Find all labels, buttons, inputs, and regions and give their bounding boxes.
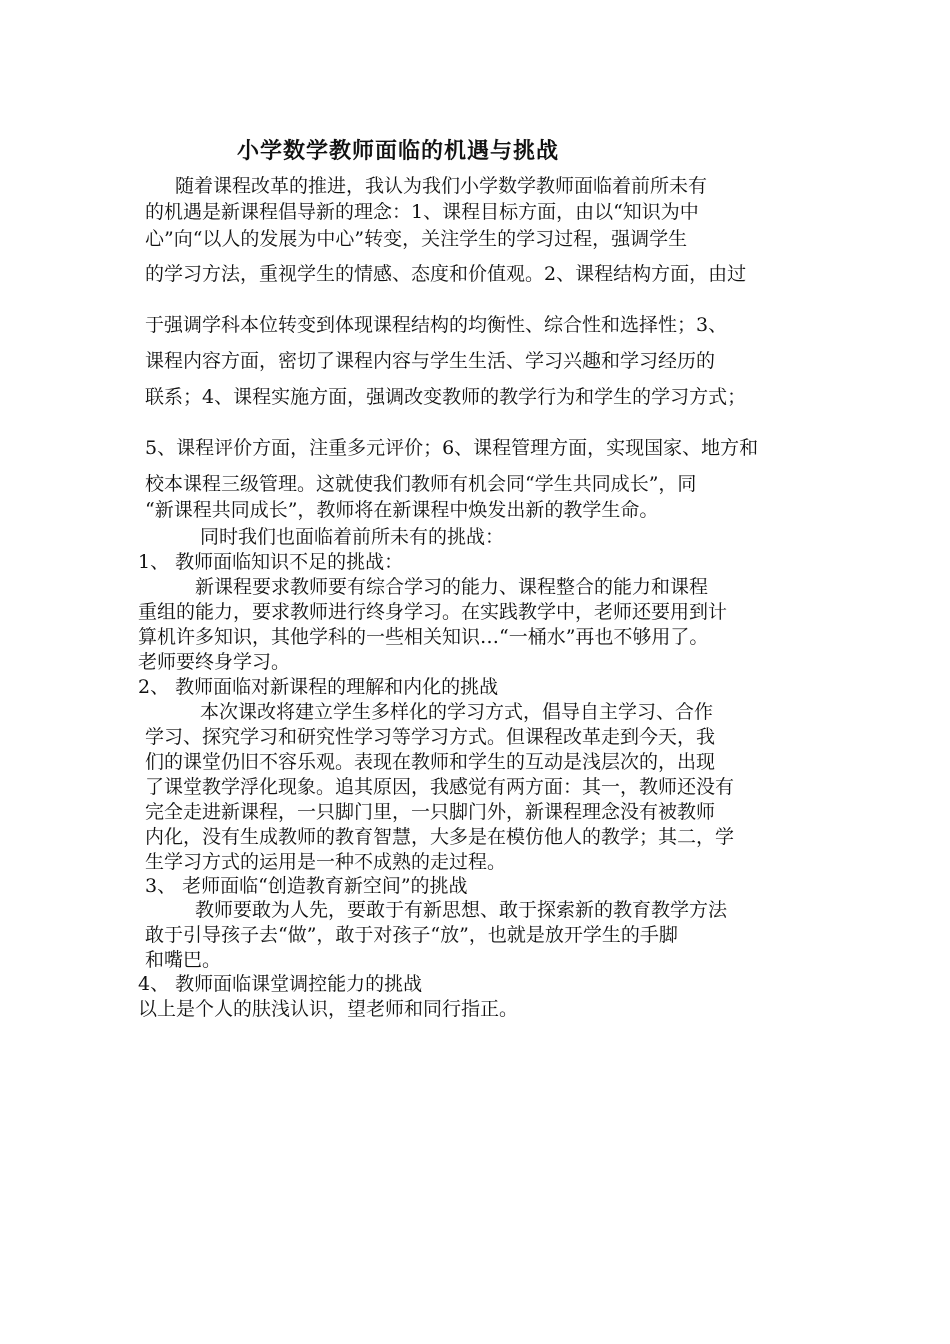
section-heading: 1、 教师面临知识不足的挑战：: [138, 551, 404, 573]
paragraph-line: 老师要终身学习。: [138, 651, 291, 673]
paragraph-line: 教师要敢为人先，要敢于有新思想、敢于探索新的教育教学方法: [195, 899, 728, 921]
closing-remark: 以上是个人的肤浅认识，望老师和同行指正。: [138, 998, 519, 1020]
paragraph-line: 随着课程改革的推进，我认为我们小学数学教师面临着前所未有: [175, 175, 708, 197]
paragraph-line: 于强调学科本位转变到体现课程结构的均衡性、综合性和选择性；3、: [145, 314, 728, 336]
paragraph-line: 的学习方法，重视学生的情感、态度和价值观。2、课程结构方面，由过: [145, 263, 747, 285]
paragraph-line: 5、课程评价方面，注重多元评价；6、课程管理方面，实现国家、地方和: [145, 437, 759, 459]
paragraph-line: 新课程要求教师要有综合学习的能力、课程整合的能力和课程: [195, 576, 709, 598]
paragraph-line: 生学习方式的运用是一种不成熟的走过程。: [145, 851, 507, 873]
paragraph-line: 完全走进新课程，一只脚门里，一只脚门外，新课程理念没有被教师: [145, 801, 716, 823]
paragraph-line: 本次课改将建立学生多样化的学习方式，倡导自主学习、合作: [200, 701, 714, 723]
paragraph-line: 学习、探究学习和研究性学习等学习方式。但课程改革走到今天，我: [145, 726, 716, 748]
paragraph-line: 校本课程三级管理。这就使我们教师有机会同“学生共同成长”，同: [145, 473, 697, 495]
paragraph-line: 算机许多知识，其他学科的一些相关知识…“一桶水”再也不够用了。: [138, 626, 709, 648]
paragraph-line: 敢于引导孩子去“做”，敢于对孩子“放”，也就是放开学生的手脚: [145, 924, 678, 946]
paragraph-line: 心”向“以人的发展为中心”转变，关注学生的学习过程，强调学生: [145, 228, 688, 250]
paragraph-line: 的机遇是新课程倡导新的理念：1、课程目标方面，由以“知识为中: [145, 201, 699, 223]
paragraph-line: 了课堂教学浮化现象。追其原因，我感觉有两方面：其一，教师还没有: [145, 776, 735, 798]
paragraph-line: 重组的能力，要求教师进行终身学习。在实践教学中，老师还要用到计: [138, 601, 728, 623]
paragraph-line: “新课程共同成长”，教师将在新课程中焕发出新的教学生命。: [145, 499, 659, 521]
section-heading: 4、 教师面临课堂调控能力的挑战: [138, 973, 423, 995]
paragraph-line: 联系；4、课程实施方面，强调改变教师的教学行为和学生的学习方式；: [145, 386, 747, 408]
paragraph-line: 们的课堂仍旧不容乐观。表现在教师和学生的互动是浅层次的，出现: [145, 751, 716, 773]
paragraph-line: 内化，没有生成教师的教育智慧，大多是在模仿他人的教学；其二，学: [145, 826, 735, 848]
challenge-intro: 同时我们也面临着前所未有的挑战：: [200, 526, 505, 548]
section-heading: 2、 教师面临对新课程的理解和内化的挑战: [138, 676, 499, 698]
document-title: 小学数学教师面临的机遇与挑战: [237, 139, 560, 164]
paragraph-line: 和嘴巴。: [145, 949, 222, 971]
section-heading: 3、 老师面临“创造教育新空间”的挑战: [145, 875, 468, 897]
paragraph-line: 课程内容方面，密切了课程内容与学生生活、学习兴趣和学习经历的: [145, 350, 716, 372]
